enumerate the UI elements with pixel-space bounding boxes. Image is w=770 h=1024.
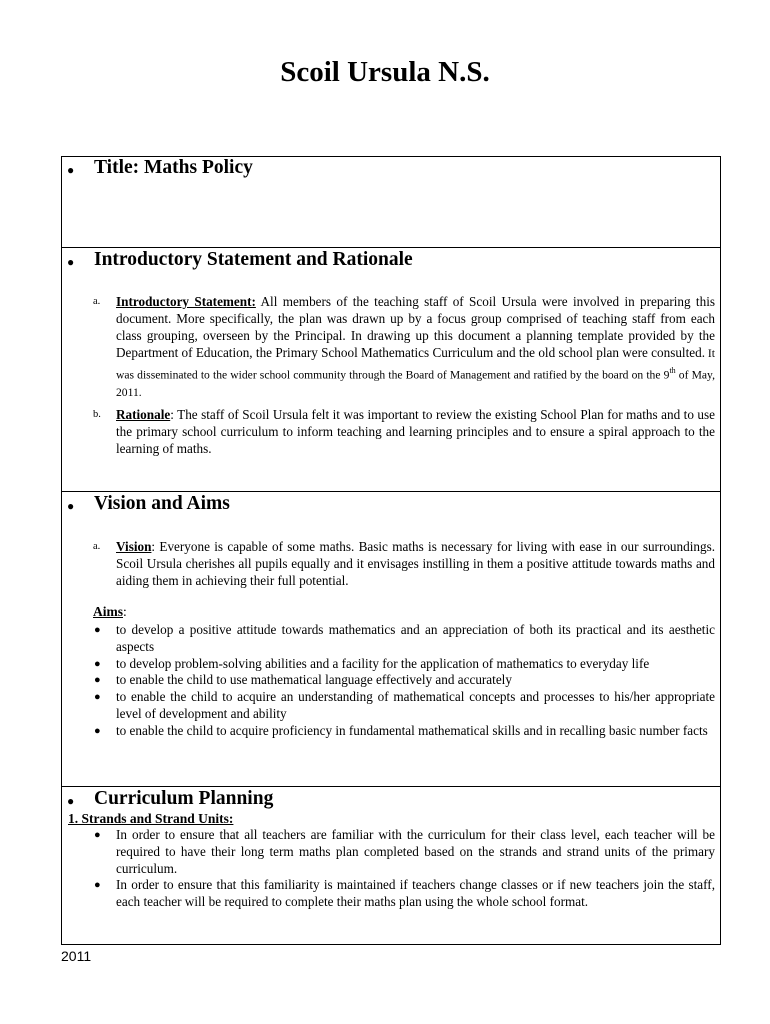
intro-statement-text: All members of the teaching staff of Scoil Ursula were involved in preparing this document. More specifically, the plan was drawn up by a focus group comprised of teaching staff from each class grouping, overseen by the Principal. In drawing up this document a planning template provided by the Department of Education, the Primary School Mathematics Curriculum and the old school plan were consulted.	[116, 294, 715, 360]
section-heading-curriculum: Curriculum Planning	[94, 788, 274, 809]
intro-statement-text-end: of May, 2011.	[116, 368, 715, 400]
footer-year: 2011	[61, 948, 92, 964]
list-marker-b: b.	[93, 409, 101, 420]
intro-statement-sup: th	[669, 366, 676, 375]
bullet-icon: ●	[94, 674, 101, 687]
section-title-box	[61, 156, 721, 248]
intro-statement-label: Introductory Statement:	[116, 294, 256, 309]
bullet-icon: ●	[67, 499, 75, 513]
aims-label: Aims	[93, 604, 123, 619]
list-item	[93, 622, 715, 656]
aim-text: to develop problem-solving abilities and a facility for the application of mathematics to everyday life	[116, 655, 650, 671]
bullet-icon: ●	[94, 724, 101, 737]
rationale-paragraph	[116, 406, 715, 457]
bullet-icon: ●	[94, 879, 101, 892]
vision-paragraph	[116, 538, 715, 589]
list-item	[93, 827, 715, 877]
bullet-icon: ●	[94, 691, 101, 704]
section-heading-intro: Introductory Statement and Rationale	[94, 249, 413, 270]
aim-text: to enable the child to acquire proficiency in fundamental mathematical skills and in recalling basic number facts	[116, 722, 708, 738]
bullet-icon: ●	[94, 657, 101, 670]
intro-statement-paragraph	[116, 293, 715, 401]
section-vision-box	[61, 491, 721, 787]
list-item	[93, 877, 715, 911]
section-heading-vision: Vision and Aims	[94, 493, 230, 514]
intro-statement-text-small: It was disseminated to the wider school community through the Board of Management and ratified by the board on the 9	[116, 347, 715, 382]
rationale-text: : The staff of Scoil Ursula felt it was important to review the existing School Plan for maths and to use the primary school curriculum to inform teaching and learning principles and to ensure a spiral approach to the learning of maths.	[116, 407, 715, 456]
aims-colon: :	[123, 604, 127, 619]
list-item	[93, 723, 715, 740]
bullet-icon: ●	[94, 829, 101, 841]
aim-text: to enable the child to acquire an understanding of mathematical concepts and processes to his/her appropriate level of development and ability	[116, 689, 715, 721]
page-title: Scoil Ursula N.S.	[280, 56, 490, 88]
bullet-icon: ●	[67, 255, 75, 269]
section-intro-box	[61, 247, 721, 492]
bullet-icon: ●	[94, 624, 101, 636]
list-item	[93, 689, 715, 723]
curriculum-item-text: In order to ensure that this familiarity is maintained if teachers change classes or if new teachers join the staff, each teacher will be required to complete their maths plan using the whole school format.	[116, 877, 715, 910]
aims-list	[93, 622, 715, 740]
list-marker-a: a.	[93, 541, 101, 552]
aim-text: to develop a positive attitude towards mathematics and an appreciation of both its practical and its aesthetic aspects	[116, 622, 715, 654]
section-heading-title: Title: Maths Policy	[94, 157, 253, 178]
list-item	[93, 656, 715, 673]
list-marker-a: a.	[93, 296, 101, 307]
strands-heading: 1. Strands and Strand Units:	[68, 811, 234, 826]
aim-text: to enable the child to use mathematical language effectively and accurately	[116, 672, 512, 688]
section-curriculum-box	[61, 786, 721, 945]
bullet-icon: ●	[67, 794, 75, 808]
vision-text: : Everyone is capable of some maths. Basic maths is necessary for living with ease in our surroundings. Scoil Ursula cherishes all pupils equally and it envisages instilling in them a positive attitude towards maths and aiding them in achieving their full potential.	[116, 539, 715, 588]
aims-heading	[93, 604, 127, 620]
curriculum-item-text: In order to ensure that all teachers are familiar with the curriculum for their class level, each teacher will be required to have their long term maths plan completed based on the strands and strand units of the primary curriculum.	[116, 827, 715, 876]
list-item	[93, 672, 715, 689]
rationale-label: Rationale	[116, 407, 171, 422]
bullet-icon: ●	[67, 163, 75, 177]
vision-label: Vision	[116, 539, 152, 554]
curriculum-list	[93, 827, 715, 911]
